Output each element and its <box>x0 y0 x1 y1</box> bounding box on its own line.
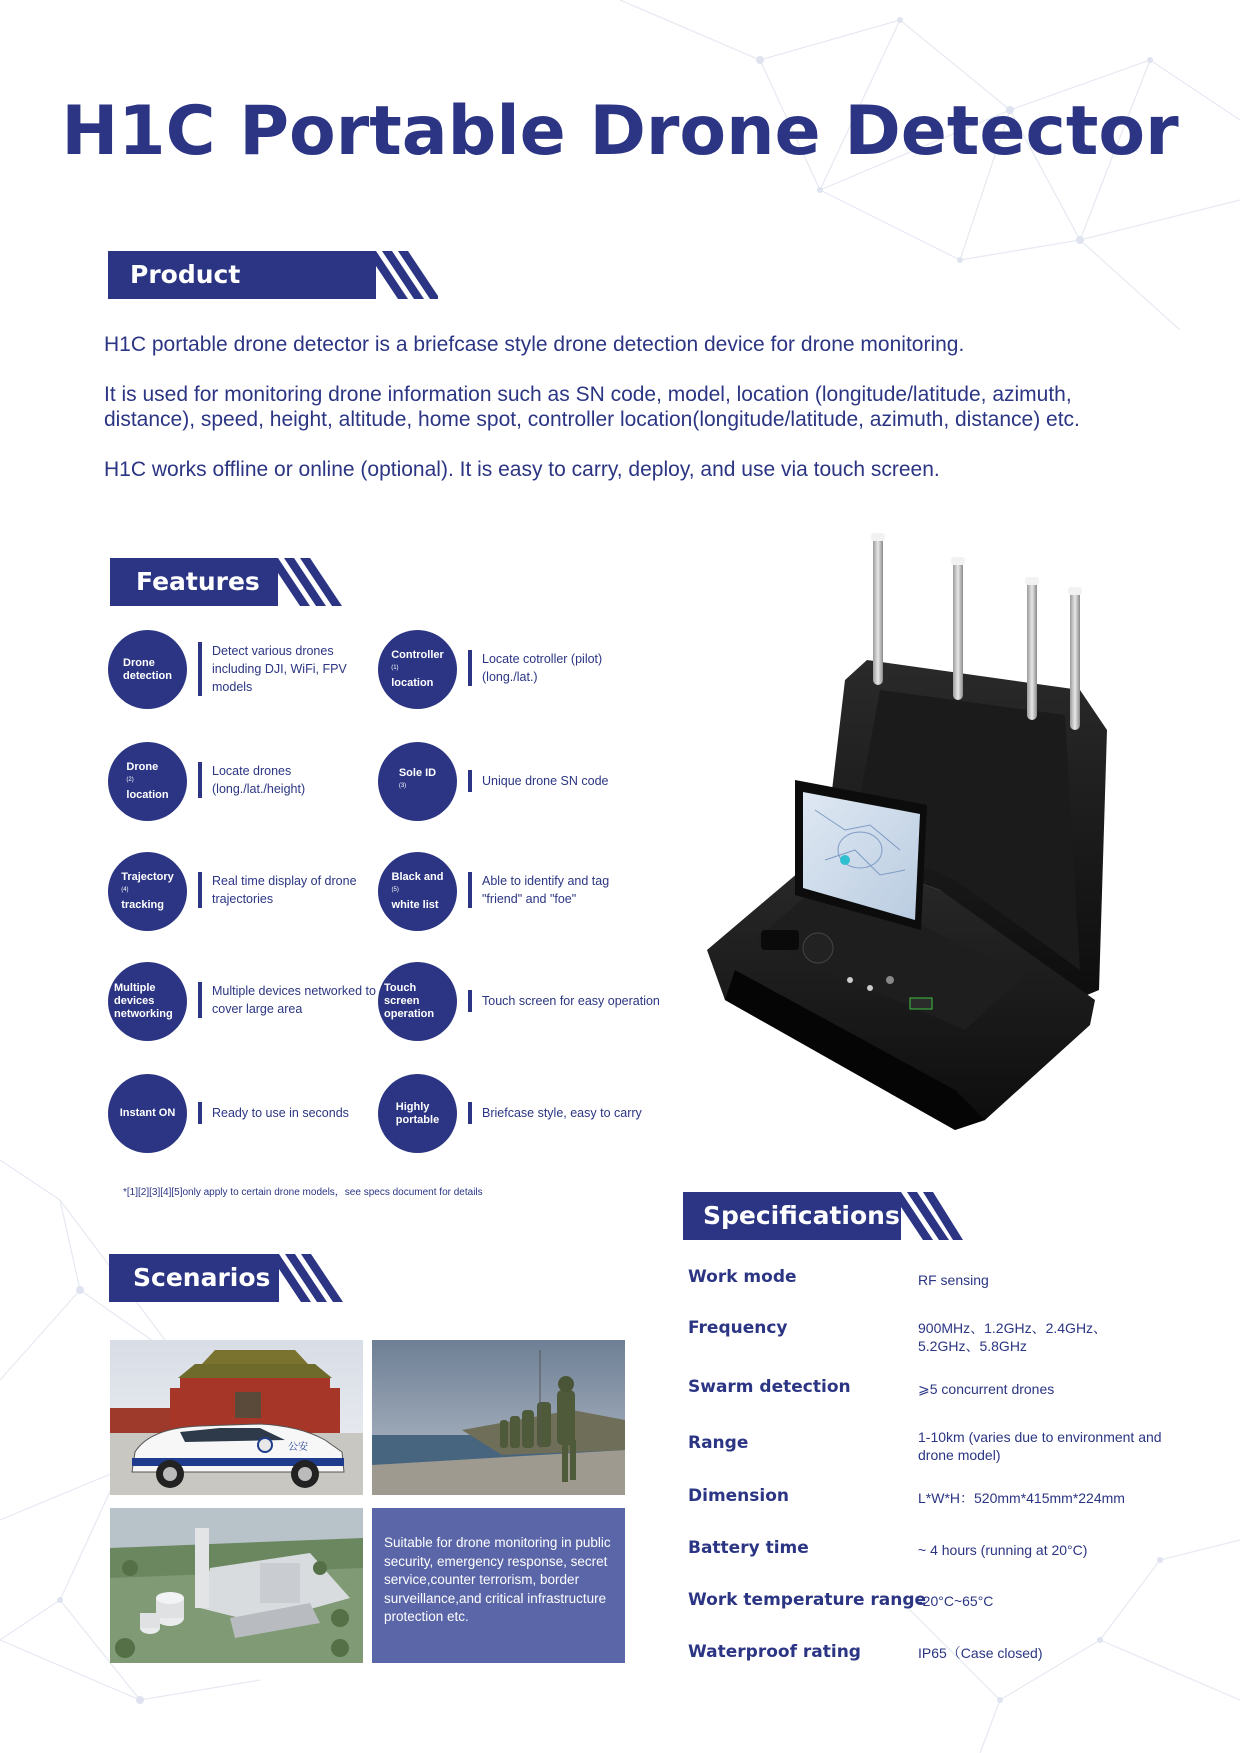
feature-multiple-devices-icon <box>108 962 187 1041</box>
overview-paragraph-2: It is used for monitoring drone information such as SN code, model, location (longitude/latitude, azimuth, distance), speed, height, altitude, home spot, controller location(longitude/latitude, azimuth, distance) etc. <box>104 383 1080 431</box>
feature-title: Drone <box>123 656 155 669</box>
scenario-border-patrol-image <box>372 1340 625 1495</box>
feature-trajectory-tracking-icon <box>108 852 187 931</box>
feature-controller-location-icon <box>378 630 457 709</box>
feature-multiple-devices-desc: Multiple devices networked to cover large area <box>198 982 378 1018</box>
features-heading-label: Features <box>110 558 278 606</box>
feature-title: location <box>391 677 434 690</box>
feature-title: Touch screen <box>384 982 420 1007</box>
overview-heading-label: Product Overview <box>108 251 376 299</box>
feature-title: Sole ID <box>398 767 437 780</box>
feature-title: Trajectory <box>121 870 174 883</box>
specifications-heading-label: Specifications <box>683 1192 901 1240</box>
feature-footnote-mark: (1) <box>391 664 399 671</box>
scenarios-heading-label: Scenarios <box>109 1254 279 1302</box>
police-car-label: 公安 <box>288 1442 308 1453</box>
feature-drone-location-icon <box>108 742 187 821</box>
spec-value-battery-time: ~ 4 hours (running at 20°C) <box>918 1542 1088 1558</box>
feature-footnote-mark: (4) <box>121 886 129 893</box>
feature-footnote-mark: (2) <box>126 776 134 783</box>
scenario-description: Suitable for drone monitoring in public security, emergency response, secret service,counter terrorism, border surveillance,and critical infrastructure protection etc. <box>372 1508 625 1663</box>
feature-title: Highly <box>395 1100 430 1113</box>
spec-label-work-temperature: Work temperature range <box>688 1590 927 1610</box>
feature-instant-on-desc: Ready to use in seconds <box>198 1102 373 1124</box>
heading-stripes-icon <box>891 1192 963 1240</box>
spec-value-work-mode: RF sensing <box>918 1272 989 1288</box>
spec-value-work-temperature: -20°C~65°C <box>918 1593 994 1609</box>
spec-label-battery-time: Battery time <box>688 1538 809 1558</box>
feature-highly-portable-icon <box>378 1074 457 1153</box>
heading-stripes-icon <box>269 1254 345 1302</box>
spec-label-swarm-detection: Swarm detection <box>688 1377 851 1397</box>
feature-footnote-mark: (3) <box>398 783 407 790</box>
spec-value-frequency: 900MHz、1.2GHz、2.4GHz、5.2GHz、5.8GHz <box>918 1320 1108 1354</box>
feature-controller-location-desc: Locate cotroller (pilot) (long./lat.) <box>468 650 648 686</box>
spec-label-waterproof-rating: Waterproof rating <box>688 1642 861 1662</box>
feature-title: operation <box>384 1008 435 1020</box>
features-footnote: *[1][2][3][4][5]only apply to certain drone models，see specs document for details <box>123 1187 483 1198</box>
spec-label-work-mode: Work mode <box>688 1267 797 1287</box>
feature-title: tracking <box>121 899 164 912</box>
features-heading <box>110 558 340 606</box>
scenario-police-image <box>110 1340 363 1495</box>
feature-touch-screen-desc: Touch screen for easy operation <box>468 990 668 1012</box>
spec-value-range: 1-10km (varies due to environment and drone model) <box>918 1429 1162 1463</box>
feature-instant-on-icon <box>108 1074 187 1153</box>
spec-label-dimension: Dimension <box>688 1486 790 1506</box>
feature-drone-detection-icon <box>108 630 187 709</box>
feature-drone-location-desc: Locate drones (long./lat./height) <box>198 762 373 798</box>
spec-value-swarm-detection: ⩾5 concurrent drones <box>918 1381 1055 1397</box>
feature-footnote-mark: (5) <box>391 886 399 893</box>
feature-highly-portable-desc: Briefcase style, easy to carry <box>468 1102 668 1124</box>
spec-label-frequency: Frequency <box>688 1318 788 1338</box>
spec-value-dimension: L*W*H：520mm*415mm*224mm <box>918 1490 1125 1506</box>
overview-paragraph-1: H1C portable drone detector is a briefcase style drone detection device for drone monitoring. <box>104 333 965 356</box>
feature-title: devices networking <box>114 995 173 1020</box>
feature-title: Drone <box>126 760 159 773</box>
feature-trajectory-tracking-desc: Real time display of drone trajectories <box>198 872 373 908</box>
feature-title: Multiple <box>114 982 156 994</box>
overview-heading <box>108 251 438 337</box>
feature-title: portable <box>395 1113 440 1126</box>
drone-detector-case-image <box>695 530 1115 1140</box>
feature-black-white-list-desc: Able to identify and tag "friend" and "foe" <box>468 872 648 908</box>
feature-sole-id-icon <box>378 742 457 821</box>
feature-sole-id-desc: Unique drone SN code <box>468 770 648 792</box>
feature-title: Instant ON <box>119 1107 176 1119</box>
scenario-infrastructure-image <box>110 1508 363 1663</box>
overview-paragraph-3: H1C works offline or online (optional). It is easy to carry, deploy, and use via touch screen. <box>104 458 940 481</box>
feature-drone-detection-desc: Detect various drones including DJI, WiFi, FPV models <box>198 642 373 696</box>
feature-title: detection <box>123 669 172 682</box>
feature-touch-screen-icon <box>378 962 457 1041</box>
spec-value-waterproof-rating: IP65（Case closed) <box>918 1645 1043 1661</box>
feature-title: white list <box>391 899 439 912</box>
scenarios-heading <box>109 1254 341 1302</box>
feature-title: Controller <box>391 648 444 661</box>
specifications-heading <box>683 1192 961 1240</box>
heading-stripes-icon <box>268 558 344 606</box>
spec-label-range: Range <box>688 1433 749 1453</box>
feature-title: location <box>126 789 169 802</box>
feature-title: Black and <box>391 870 444 883</box>
page-title: H1C Portable Drone Detector <box>61 92 1179 171</box>
heading-stripes-icon <box>366 251 438 299</box>
feature-black-white-list-icon <box>378 852 457 931</box>
